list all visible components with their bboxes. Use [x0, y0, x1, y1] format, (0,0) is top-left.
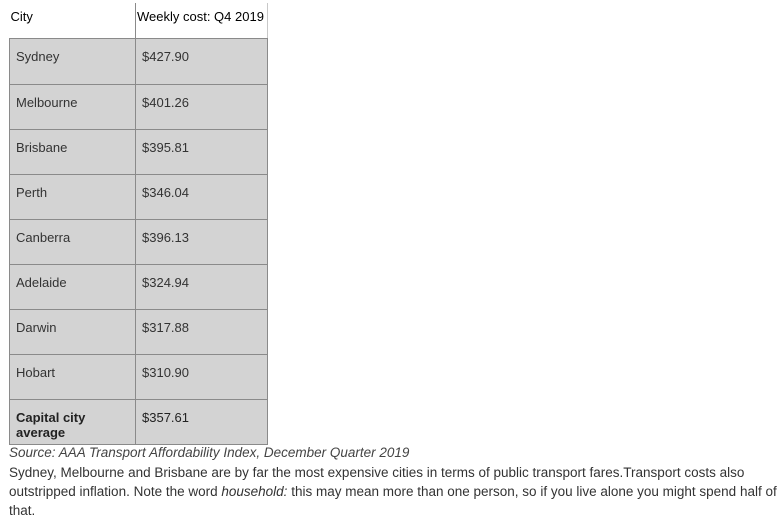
cost-cell: $324.94: [136, 264, 268, 309]
table-row: [10, 264, 268, 309]
cost-cell: $346.04: [136, 174, 268, 219]
city-cell: Melbourne: [10, 84, 136, 129]
table-row: [10, 38, 268, 84]
city-cell: Canberra: [10, 219, 136, 264]
city-cell: Sydney: [10, 38, 136, 84]
cost-cell: $396.13: [136, 219, 268, 264]
city-cell: Perth: [10, 174, 136, 219]
cost-cell: $427.90: [136, 38, 268, 84]
city-cell: Hobart: [10, 354, 136, 399]
paragraph-emphasis: household:: [221, 484, 288, 499]
average-label-cell: Capital city average: [10, 399, 136, 444]
cost-cell: $401.26: [136, 84, 268, 129]
table-row: [10, 219, 268, 264]
table-header-row: [10, 3, 268, 38]
paragraph-text-part1: Sydney, Melbourne and Brisbane are by far the most expensive cities in terms of public transport fares.Transport costs also outstripped inflation. Note the word: [9, 465, 745, 499]
cost-cell: $395.81: [136, 129, 268, 174]
table-row: [10, 129, 268, 174]
city-cell: Adelaide: [10, 264, 136, 309]
column-header-weekly-cost: Weekly cost: Q4 2019: [136, 3, 268, 38]
transport-cost-table: [9, 3, 268, 445]
table-row: [10, 174, 268, 219]
paragraph-text-part2: this may mean more than one person, so if you live alone you might spend half of that.: [9, 484, 777, 518]
column-header-city: City: [10, 3, 136, 38]
cost-cell: $317.88: [136, 309, 268, 354]
body-paragraph: [9, 463, 781, 520]
table-row: [10, 84, 268, 129]
cost-cell: $310.90: [136, 354, 268, 399]
average-row: [10, 399, 268, 444]
city-cell: Brisbane: [10, 129, 136, 174]
average-cost-cell: $357.61: [136, 399, 268, 444]
table-row: [10, 309, 268, 354]
table-row: [10, 354, 268, 399]
city-cell: Darwin: [10, 309, 136, 354]
source-caption: Source: AAA Transport Affordability Index, December Quarter 2019: [9, 445, 410, 460]
